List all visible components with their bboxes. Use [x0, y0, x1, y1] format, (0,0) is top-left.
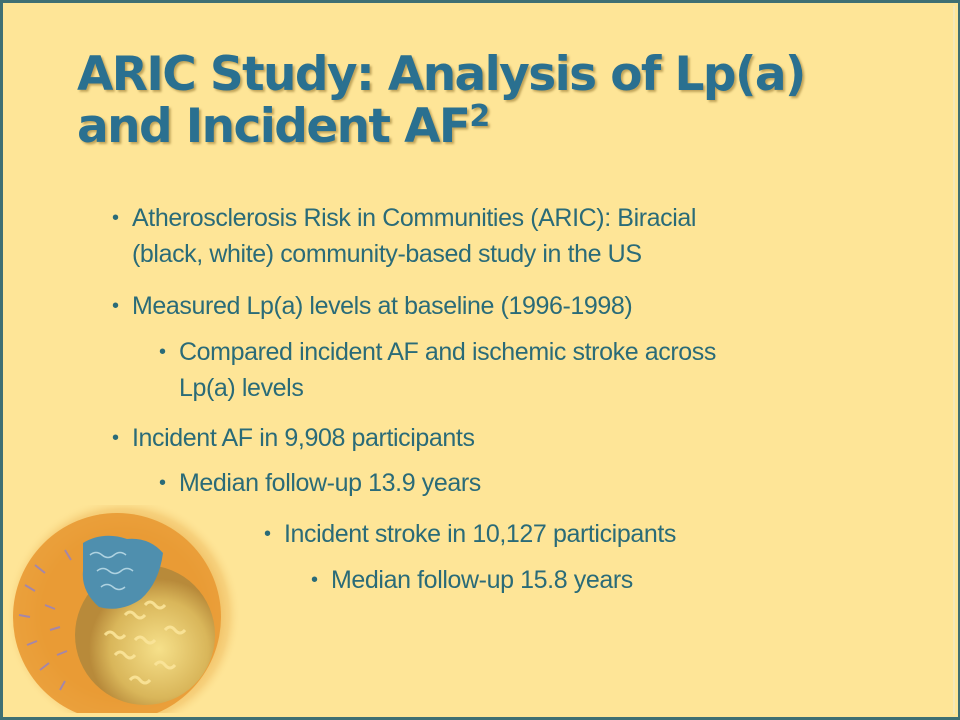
sub-bullet-item [311, 562, 633, 598]
title-line-2: and Incident AF [77, 99, 470, 154]
bullet-dot-icon: • [311, 569, 318, 591]
bullet-text: Lp(a) levels [179, 374, 304, 402]
bullet-text: Incident AF in 9,908 participants [132, 424, 475, 452]
bullet-item [112, 288, 633, 324]
bullet-dot-icon: • [264, 523, 271, 545]
sub-bullet-item [159, 334, 716, 406]
title-line-1: ARIC Study: Analysis of Lp(a) [77, 47, 805, 102]
bullet-dot-icon: • [112, 295, 119, 317]
bullet-text: Atherosclerosis Risk in Communities (ARIC): Biracial [132, 204, 697, 232]
title-footnote-ref: 2 [469, 99, 491, 134]
sub-bullet-item [159, 465, 481, 501]
lipoprotein-particle-image [5, 505, 243, 713]
bullet-item [112, 200, 697, 272]
bullet-dot-icon: • [159, 472, 166, 494]
bullet-dot-icon: • [159, 341, 166, 363]
bullet-text: Compared incident AF and ischemic stroke across [179, 338, 716, 366]
bullet-item [112, 420, 475, 456]
bullet-text: (black, white) community-based study in the US [132, 240, 642, 268]
bullet-dot-icon: • [112, 427, 119, 449]
bullet-text: Measured Lp(a) levels at baseline (1996-1998) [132, 292, 633, 320]
bullet-text: Median follow-up 13.9 years [179, 469, 481, 497]
bullet-text: Incident stroke in 10,127 participants [284, 520, 676, 548]
bullet-item [264, 516, 676, 552]
bullet-dot-icon: • [112, 207, 119, 229]
bullet-text: Median follow-up 15.8 years [331, 566, 633, 594]
